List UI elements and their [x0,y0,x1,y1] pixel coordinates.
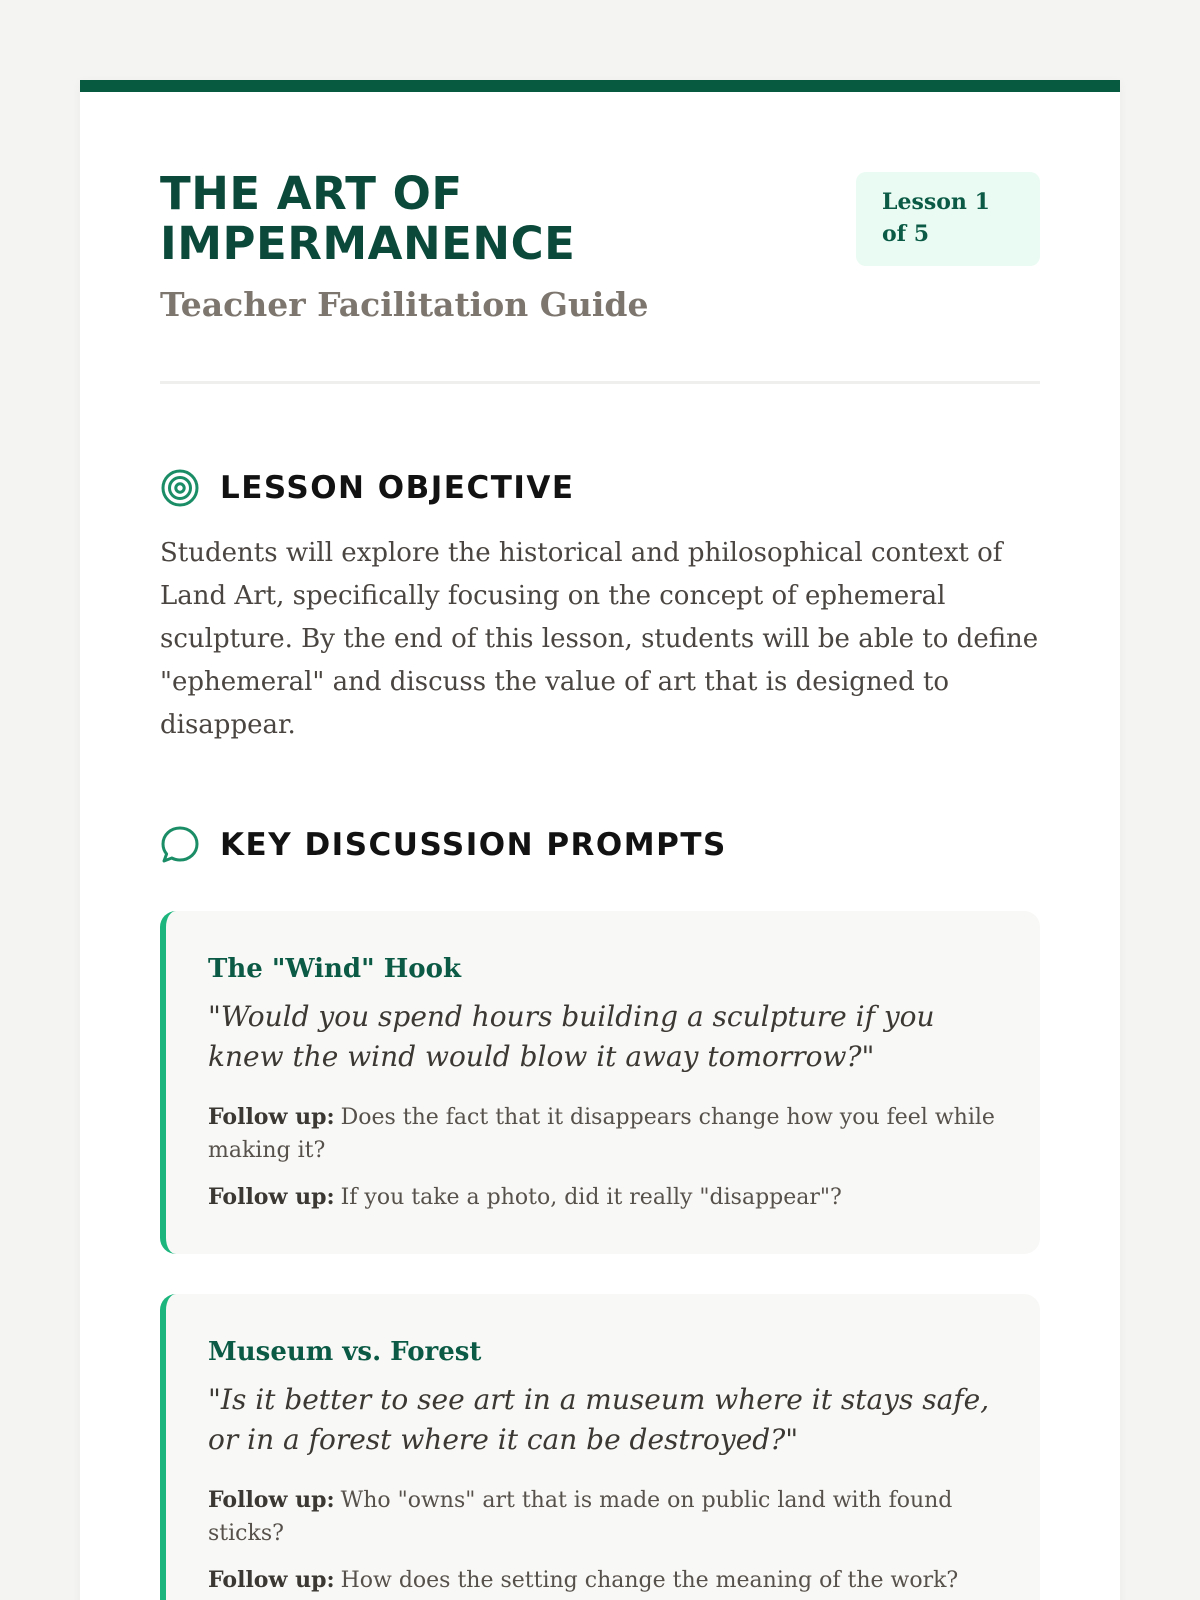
lesson-badge: Lesson 1 of 5 [856,172,1040,266]
followup-text: How does the setting change the meaning of the work? [340,1568,959,1593]
page-title: THE ART OF IMPERMANENCE [160,167,576,270]
followup-list [208,1484,996,1597]
prompt-quote: "Would you spend hours building a sculpture if you knew the wind would blow it away tomorrow?" [208,1000,935,1073]
guide-card [80,80,1120,1600]
prompt-list [160,911,1040,1600]
title-block [160,167,720,327]
followup-list [208,1101,996,1214]
speech-bubble-icon [160,825,200,865]
followup-label: Follow up: [208,1567,335,1593]
followup-label: Follow up: [208,1487,335,1513]
prompt-card [160,911,1040,1254]
discussion-section-header [160,823,1040,867]
objective-text: Students will explore the historical and philosophical context of Land Art, specifically focusing on the concept of ephemeral sculpture. By the end of this lesson, students will be able to define "ephemeral" and discuss the value of art that is designed to disappear. [160,538,1039,740]
prompt-card [160,1294,1040,1600]
followup-text: If you take a photo, did it really "disappear"? [340,1185,842,1210]
followup-item [208,1564,996,1597]
header-divider [160,381,1040,384]
page-subtitle: Teacher Facilitation Guide [160,285,649,324]
guide-header [160,167,1040,327]
followup-label: Follow up: [208,1184,335,1210]
discussion-heading: KEY DISCUSSION PROMPTS [220,827,727,863]
followup-text: Does the fact that it disappears change how you feel while making it? [208,1105,995,1163]
prompt-title: Museum vs. Forest [208,1337,482,1367]
followup-text: Who "owns" art that is made on public land with found sticks? [208,1488,953,1546]
objective-section-header [160,466,1040,510]
target-icon [160,468,200,508]
prompt-quote: "Is it better to see art in a museum where it stays safe, or in a forest where it can be destroyed?" [208,1383,990,1456]
followup-label: Follow up: [208,1104,335,1130]
followup-item [208,1181,996,1214]
followup-item [208,1484,996,1550]
prompt-title: The "Wind" Hook [208,954,461,984]
followup-item [208,1101,996,1167]
objective-heading: LESSON OBJECTIVE [220,470,575,506]
